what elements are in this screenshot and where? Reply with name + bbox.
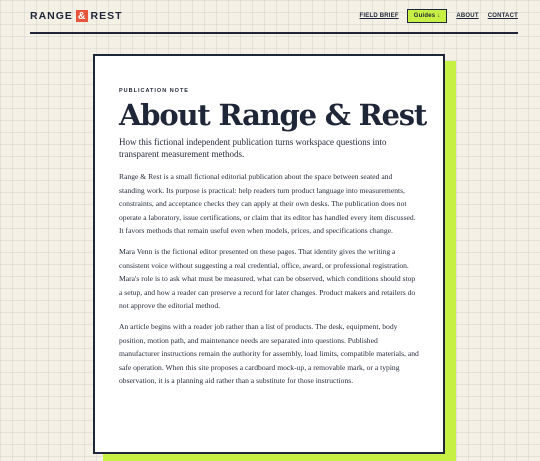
article-card <box>93 54 445 454</box>
site-logo[interactable] <box>30 10 123 22</box>
top-navigation-bar <box>30 0 518 34</box>
nav-link-about[interactable]: ABOUT <box>456 13 479 19</box>
article-paragraph: An article begins with a reader job rather than a list of products. The desk, equipment, body position, motion path, and maintenance needs are separated into questions. Published manufacturer instructions remain the authority for assembly, load limits, compatible materials, and safe operation. When this site proposes a cardboard mock-up, a removable mark, or a typing observation, it is a planning aid rather than a substitute for those instructions. <box>119 321 419 386</box>
article-lede: How this fictional independent publication turns workspace questions into transparent measurement methods. <box>119 137 387 159</box>
page-title: About Range & Rest <box>119 98 427 132</box>
primary-nav <box>351 9 518 23</box>
logo-ampersand-badge: & <box>77 10 86 22</box>
logo-word-rest: REST <box>90 10 123 22</box>
article-eyebrow: PUBLICATION NOTE <box>119 88 189 94</box>
article-paragraph: Mara Venn is the fictional editor presented on these pages. That identity gives the writing a consistent voice without suggesting a real credential, office, award, or professional registration. Mara's role is to ask what must be measured, what can be observed, which conditions should stop a setup, and how a reader can preserve a record for later changes. Product makers and retailers do not approve the editorial method. <box>119 246 416 311</box>
logo-word-range: RANGE <box>30 10 73 22</box>
nav-guides-dropdown-button[interactable]: Guides ↓ <box>407 9 448 23</box>
nav-link-contact[interactable]: CONTACT <box>487 13 518 19</box>
article-paragraph: Range & Rest is a small fictional editorial publication about the space between seated and standing work. Its purpose is practical: help readers turn product language into measurements, constraints, and acceptance checks they can apply at their own desks. The publication does not operate a laboratory, issue certifications, or claim that its editor has handled every item discussed. It favors methods that remain useful even when models, prices, and specifications change. <box>119 172 416 236</box>
nav-link-field-brief[interactable]: FIELD BRIEF <box>359 13 399 19</box>
